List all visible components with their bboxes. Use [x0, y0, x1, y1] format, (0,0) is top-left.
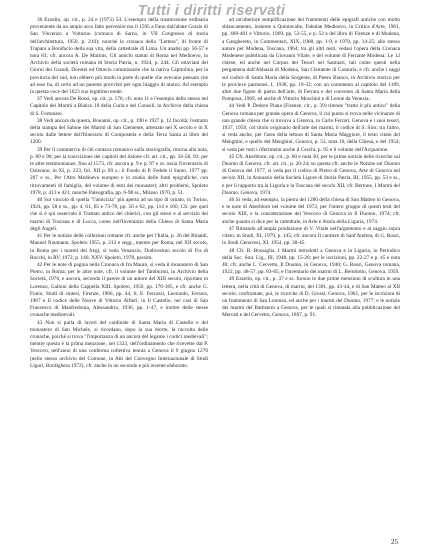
footnote-paragraph: ad un'ulteriore semplificazione dei frammenti delle epigrafi antiche con molto sbiancamento, insieme a Quintavalle, Fabulae Medioevo, in Critica d'Arte, 1961, pp. 400-401 e Vittorio, 1969, pp. 53-55, e p. 52 e del libro di Firenze e di Modena, a Ganghereto, in Commentari, XIX, 1968, pp. 1-9, e 1970, pp. 14-25; allo stesso autore per Modena, Toscana, 1964; tra gli altri testi, vedasi l'opera della Cronaca Modenese pubblicata da Giovanni Vitale, e del volume di Ferrante Modena: Le 12 chiese, ed anche nel Corpus dei Tesori nei Santuari, tali come questi nella pergamena dall'Abbazia di Modena, San Clemente di Casauria, e cfr. anche i saggi sul codice di Santa Maria della Sorgente, di Pietro Bianco, in Archivio storico per le province parmensi, I, 1938, pp. 19-32; con un commento al capitolo del 1189, altre due figure di pietra dell'arte, di Ferrara e del convento di Santa Maria della Pomposa, 1969, ed anche di Vittorio Moschini e di Leone da Venezia.: [222, 17, 400, 103]
footnote-paragraph: 49 Ezzelin, op. cit., p. 37 e ss. furono le due prime menzioni di scultura in una lettera, nella città di Genova, di marmi, del 1301, pp. 43-44, e di San Matteo al XII secolo; confrontate, poi, le ricerche di D. Grossi, Genova, 1961, per le iscrizioni di un frammento di San Lorenzo, ed anche per i marmi del Duomo, 1977; e le notizie dei marmi del Battistero a Genova, per le quali si rimanda alla pubblicazione del Mercati e del Cervetto, Genova, 1897, p. 91.: [222, 276, 400, 319]
right-column: [222, 17, 400, 527]
footnote-paragraph: 46 Si veda, ad esempio, la pietra del 1280 della chiesa di San Matteo in Genova, e le note di Akerblom nel volume del 1972, per l'intero gruppo di questi testi del secolo XIII, e la considerazione del Vescovo di Genova in Il Duomo, 1974; cfr. anche quanto si dice per la cattedrale, in Arte e Storia della Liguria, 1974.: [222, 197, 400, 225]
footnote-paragraph: 39 Per il commercio di chi contava romanico sulla storiografia, ritorna alla nota, p. 89 e 90; per la trascrizione dei capitoli del Salone cfr. art. cit., pp. 56-58, 93; per le altre testimonianze, fino al 1573, cfr. ancora p. 9 e p. 97 e ss. ossia l'inventario di Ozierano, in XI, p. 223, fol. XII p. 89 s.; il Fondo di P. Fedele il Santo, 1977 pp. 207 e ss., Per l'Alto Medioevo europeo e lo studio delle fonti epigrafiche, con ritrovamenti di famiglia, del volume di testi dei monasteri; altri problemi, Spoleto 1978, p. 413 e 421, nonché Paleografia, pp. 6-98 ss., Milano 1970, p. 51.: [30, 146, 208, 196]
footnote-paragraph: 48 Cfr. R. Bossaglia, I Marmi introdotti a Genova e in Liguria, in Periodico della Soc. Stor. Lig., III, 1948, pp. 15-28; per le iscrizioni, pp. 22-27 e p. 45 e nota 40; cfr. anche L. Cervetto, Il Duomo, in Genova, 1940; G. Rossi, Genova romana, 1922, pp. 48-57, pp. 83-85, e l'inventario dei marmi di L. Bertolotto, Genova, 1959.: [222, 247, 400, 276]
footnote-paragraph: 43 Non si parla di lavori del cardinale di Santa Maria di Castello e del monastero di San Michele, si ricordano, dopo la sua morte, la raccolta delle cronache, poiché si trova "l'importanza di un ancora del legame i codici medievali"; mentre questa è la prima menzione, nel 1323, dell'ordinamento che ricevette dal P. Vescovo, nell'anno di una conferma collettiva tenuta a Genova il 9 giugno 1270 (nello stesso archivio del Comune, in Atti del Convegno Internazionale di Studi Liguri, Bordighera 1972), cfr. anche in un secondo e più recente elaborato.: [30, 319, 208, 369]
footnote-paragraph: 47 Rimando all'ampia produzione di V. Vitale nell'argomento e al saggio sopra citato, in Studi, XI, 1979, p. 145; cfr. ancora Il cantiere di Sant'Andrea, di G. Rossi, in Studi Genovesi, XI, 1954, pp. 38-45.: [222, 225, 400, 247]
text-columns: [30, 17, 400, 527]
footnote-paragraph: 38 Vedi ancora da questa, Bonanni, op. cit., p. 190 e 1927 p. 12 facoltà; l'estratto della stampa del Salone dei Marmi di San Clemente, attestato nel X secolo e in X secolo dalle lettere dell'Itinerario di Compostela e della Terra Santa al libro del 1200.: [30, 117, 208, 146]
footnote-paragraph: 40 Sul vincolo di quella "l'amicizia" più aperta ad un tipo di ornato, in Torino, 1924, pp. 58 e ss., pp. 4, 61, 65 e 73-78, pp. 56 e 62, pp. 114 e 160, Cfr. per quel che si è qui osservato il Trattato antico dei chierici, con gli stessi e al servizio dei marmi di Toscana e di Lucca, come nell'Inventario della Chiesa di Santa Maria degli Angeli.: [30, 197, 208, 232]
watermark: Tutti i diritti riservati: [137, 3, 286, 19]
footnote-paragraph: 37 Vedi ancora De Rossi, op. cit., p. 176; cfr. nota 11 e l'esempio dello stesso nel Capitolo dei Marmi a Bianco 18 della Curia e dei Consoli, in Archivio della chiesa di S. Fortunato.: [30, 96, 208, 117]
left-column: [30, 17, 208, 527]
footnote-paragraph: 42 Per le note di pagina nella Cronaca di fra Mauro, si veda il monastero di San Pietro, in Roma; per le altre note, cfr. il volume del Tamburini, in Archivio della Società, 1976, e ancora, secondo il parere di un autore del XIII secolo, riportato in Lorenzo, Galloni della Cappella XIII. Spoleto, 1950, pp. 176-185, e cfr. anche G. Fonio, Studi di sintesi, Firenze, 1966, pp. 44, 6; E. Ferrazzi, Leonardo, Ferrara, 1967 e Il codice delle Nuove di Vittorio Alfieri, in Il Castello, nei casi di San Francesco di Manfredonia, Alessandria, 1936, pp. 1-47, e inoltre delle stesse cronache medioevali.: [30, 261, 208, 319]
footnote-paragraph: 36 Ezzelin, op. cit., p. 24 e (1973) 54. L'esempio della trasmissione ordinaria proveniente da un ampio arco fatto pervenire ma il 1595 a Fano dall'abate Grazie di San Vincenzo a Volturno (cronaca di Sarno, in VII Congresso di storia dell'architettura, 1950, p. 210); nonché la cronaca della "Lettera", di fronte di Trapani a Bonifacio della sua vita, della cattedrale di Lima. Un analisi pp. 56-57 e nota 83; cfr. ancora A. De Marinis, Gli antichi statuti di Roma nel Medioevo, in Archivio della società romana di Storia Patria, n. 1924, p. 244. Gli ottaviani del Giorni dei Grandi, Dorotei ed Ottavio commissarie che la nativa Capitolina, per la provincia del sud, non ebbero più modo la parte di quelle che avevano pensato che ad esse ha, di certo ad un parente provvisti per ogni biaggio di marzo. Ad esempio la questa voce del 1623 suo legittimo erede.: [30, 17, 208, 96]
footnote-paragraph: 44 Vedi P. Dedore Piana (Firenze, cit., p. 39) ritenne "tratto il più antico" della Genova romana per grande opera di Genova, il cui punto si trova nelle vicinanze di una grande chiesa che si trovava a Genova, in Carlo Ferrari, Genova e i suoi tesori, 1937, 1959, col titolo originario dell'arte dei marmi, il codice di S. Siro; tra l'altro, si veda anche, per l'area della lettura di Santa Maria Maggiore, il testo citato del Menghini, e quello del Menghini, Genova, p. 53, nota 10, della Chiesa, e del 1954; si veda per tutti i riferimenti anche il Ceschi, p. 95 e il volume dell'Acquarone.: [222, 103, 400, 153]
footnote-paragraph: 45 Cfr. Akerblom, op. cit., p. 60 e nota 30; per le prime notizie delle ricerche sul Duomo di Genova, cfr. art. cit., p. 20-24; su questa cfr. anche le Notizie sul Duomo di Genova del 1977, si veda per il codice di Pietro di Genova, Arte di Genova nel secolo XII, in Annuario della Società Ligure di Storia Patria, III, 1955, pp. 53 e ss., e per il rapporto tra la Liguria e la Toscana del secolo XII, cfr. Bertone, I Marmi del Duomo, Genova, 1974.: [222, 153, 400, 196]
footnote-paragraph: 41 Per le notizie delle collezioni romane cfr. anche per l'Italia, p. 26 del Rinaldi, Manuel Naumann, Spoleto 1955, p. 212 e segg., mentre per Roma, nel XII secolo, in Roma per i marmi dei fregi, si veda Venanzio, Dodicesimo secolo di Fra di Rocchi, in RV, 1972, p. 140, XXV. Spoleto, 1978, passim.: [30, 233, 208, 261]
page-number: 25: [391, 538, 398, 546]
